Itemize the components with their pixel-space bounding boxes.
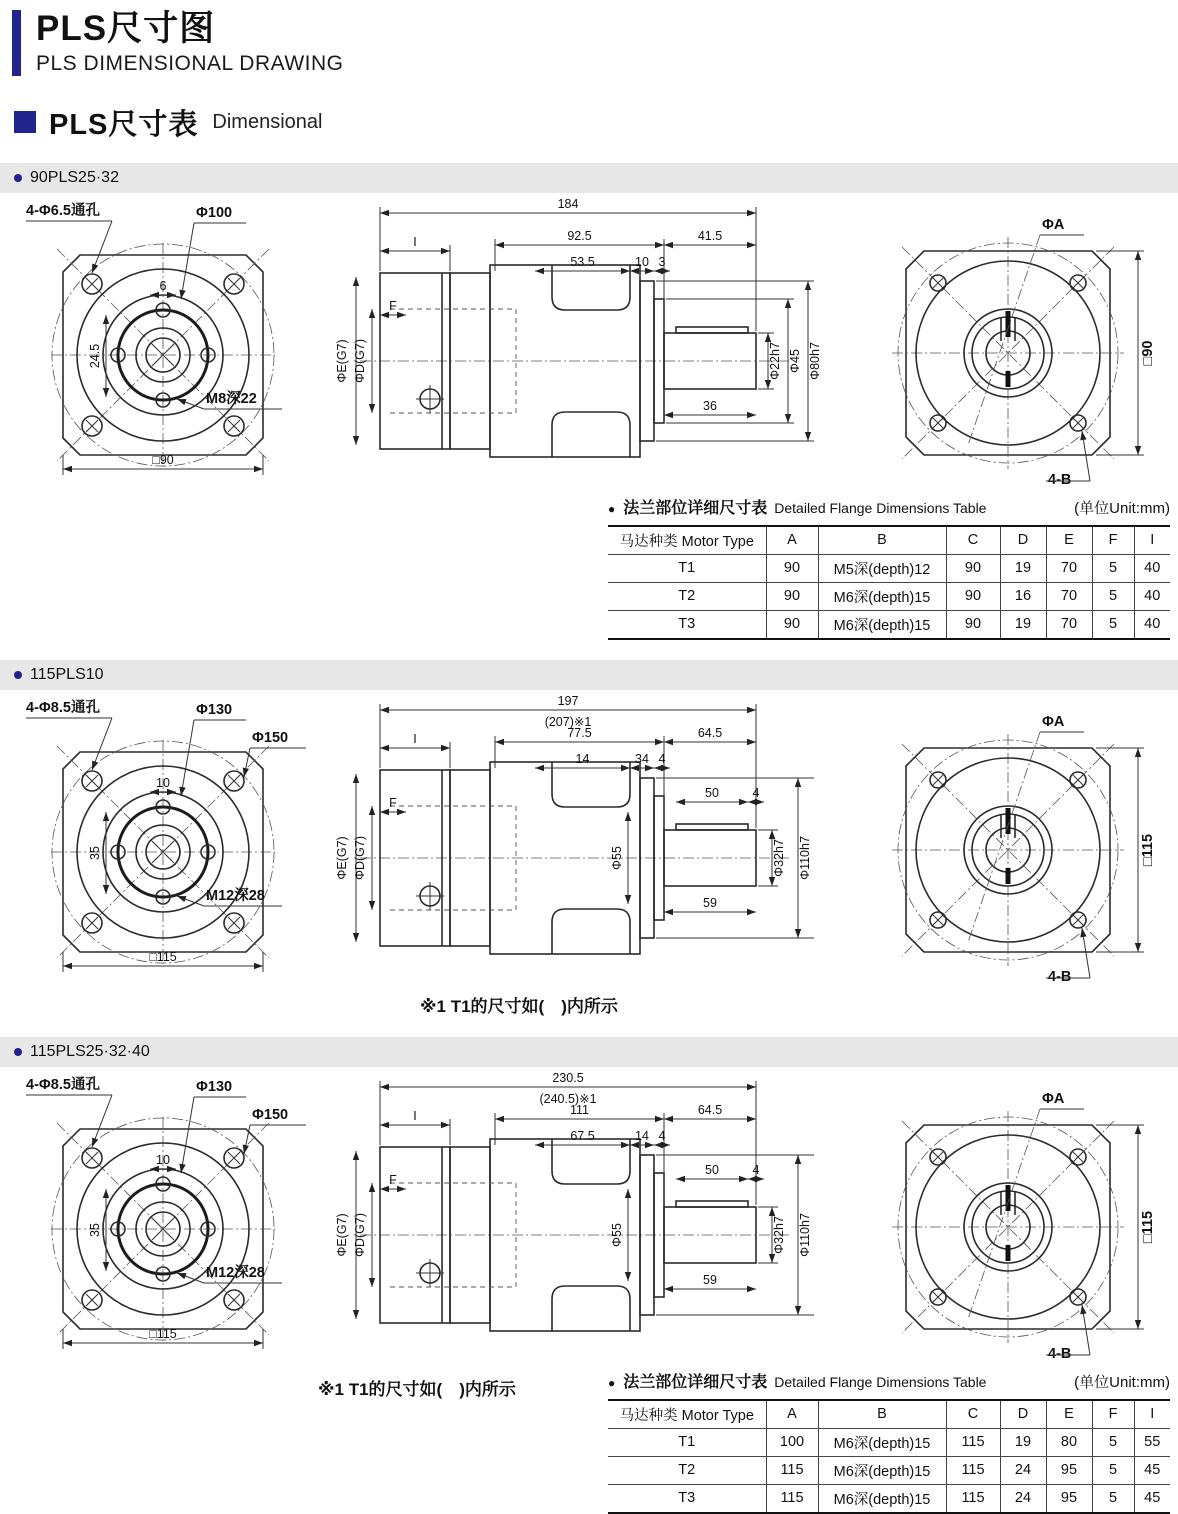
label-pitch_label: 10	[156, 775, 170, 790]
label-0: Φ32h7	[772, 838, 786, 877]
label-i_label: I	[413, 731, 417, 746]
blue-square-icon	[14, 111, 36, 133]
table-header-row	[608, 526, 1170, 555]
table-header-row	[608, 1400, 1170, 1429]
rear-outline-group	[892, 237, 1124, 469]
table-cell: 5	[1092, 1428, 1134, 1456]
table-cell: 70	[1046, 610, 1092, 639]
side-dimensions-group	[335, 1071, 814, 1319]
label-f_label: F	[389, 795, 397, 810]
table-row-container	[0, 495, 1178, 640]
section-title-bar	[0, 163, 1178, 193]
label-e_label: ΦE(G7)	[335, 835, 349, 880]
label-total: 230.5	[552, 1070, 584, 1085]
table-header-cell: I	[1134, 526, 1170, 555]
table-cell: 115	[766, 1456, 818, 1484]
label-seg1: 14	[575, 751, 590, 766]
label-mid: 111	[569, 1102, 590, 1117]
label-b_label: 4-B	[1048, 968, 1072, 985]
flange-table-block	[608, 1369, 1170, 1514]
label-d_label: ΦD(G7)	[353, 338, 367, 383]
label-hole_label: 4-Φ6.5通孔	[26, 202, 100, 219]
table-row	[608, 610, 1170, 639]
label-1: Φ45	[788, 348, 802, 373]
label-seg3: 3	[658, 254, 666, 269]
table-cell: 16	[1000, 582, 1046, 610]
table-title	[608, 495, 1170, 518]
section-label: 90PLS25·32	[30, 168, 119, 186]
label-seg1: 67.5	[570, 1128, 595, 1143]
table-header-cell: F	[1092, 1400, 1134, 1429]
bottom-row	[0, 1369, 1178, 1514]
table-header-cell: I	[1134, 1400, 1170, 1429]
label-bottom: 59	[703, 1272, 717, 1287]
table-cell: M6深(depth)15	[818, 582, 946, 610]
section-title-bar	[0, 660, 1178, 690]
section-90PLS25-32	[0, 163, 1178, 640]
label-i_label: I	[413, 1108, 417, 1123]
table-cell: T1	[608, 1428, 766, 1456]
rear-view-drawing	[850, 193, 1178, 493]
label-square_label: □90	[152, 452, 174, 467]
label-key2: 4	[752, 785, 760, 800]
label-f_label: F	[389, 1172, 397, 1187]
label-square_label: □90	[1140, 340, 1156, 365]
table-cell: 90	[766, 610, 818, 639]
front-outline-group	[51, 740, 275, 964]
table-cell: 95	[1046, 1484, 1092, 1513]
table-row	[608, 1484, 1170, 1513]
footnote: ※1 T1的尺寸如( )内所示	[318, 1379, 516, 1399]
table-title-en: Detailed Flange Dimensions Table	[774, 1373, 987, 1390]
label-seg2: 14	[635, 1128, 649, 1143]
table-cell: T2	[608, 582, 766, 610]
table-row	[608, 554, 1170, 582]
rear-dimensions-group	[968, 1091, 1156, 1362]
sections-container	[0, 163, 1178, 1514]
page-title-group	[36, 10, 344, 76]
bullet-dot-icon	[14, 1048, 22, 1056]
label-b_label: 4-B	[1048, 1345, 1072, 1362]
table-cell: T2	[608, 1456, 766, 1484]
label-right: 64.5	[697, 725, 723, 740]
bullet-dot-icon: ●	[608, 1375, 616, 1390]
table-cell: 90	[946, 610, 1000, 639]
table-cell: 19	[1000, 1428, 1046, 1456]
label-hub: Φ55	[610, 845, 624, 870]
side-outline-group	[360, 1139, 790, 1331]
table-title-zh: 法兰部位详细尺寸表	[623, 1373, 768, 1391]
label-circle_label: Φ130	[196, 701, 233, 718]
table-row	[608, 1428, 1170, 1456]
table-title-zh: 法兰部位详细尺寸表	[623, 499, 768, 517]
label-total2: (240.5)※1	[539, 1091, 597, 1106]
label-d_label: ΦD(G7)	[353, 1212, 367, 1257]
table-cell: 5	[1092, 1484, 1134, 1513]
label-bottom: 36	[703, 398, 717, 413]
bullet-dot-icon	[14, 671, 22, 679]
table-row	[608, 582, 1170, 610]
side-dimensions-group	[335, 197, 822, 445]
table-header-cell: E	[1046, 1400, 1092, 1429]
page-title-en: PLS DIMENSIONAL DRAWING	[36, 51, 344, 75]
front-outline-group	[51, 1117, 275, 1341]
label-2: Φ80h7	[808, 341, 822, 380]
footnote: ※1 T1的尺寸如( )内所示	[420, 996, 618, 1016]
label-thread_label: M12深28	[206, 887, 265, 904]
label-square_label: □115	[149, 949, 177, 964]
bullet-dot-icon	[14, 174, 22, 182]
table-row	[608, 1456, 1170, 1484]
table-cell: 100	[766, 1428, 818, 1456]
table-header-cell: A	[766, 526, 818, 555]
drawings-row	[0, 1067, 1178, 1367]
table-cell: 115	[946, 1484, 1000, 1513]
table-cell: 90	[946, 582, 1000, 610]
label-mid: 92.5	[567, 228, 592, 243]
label-i_label: I	[413, 234, 417, 249]
section-115PLS10	[0, 660, 1178, 1017]
table-cell: 19	[1000, 610, 1046, 639]
label-height_label: 24.5	[88, 343, 102, 368]
label-f_label: F	[389, 298, 397, 313]
front-outline-group	[51, 243, 275, 467]
table-cell: M5深(depth)12	[818, 554, 946, 582]
table-cell: 115	[766, 1484, 818, 1513]
table-cell: 70	[1046, 554, 1092, 582]
table-cell: M6深(depth)15	[818, 1484, 946, 1513]
label-square_label: □115	[149, 1326, 177, 1341]
table-cell: T3	[608, 1484, 766, 1513]
label-bottom: 59	[703, 895, 717, 910]
label-0: Φ22h7	[768, 341, 782, 380]
table-header-cell: D	[1000, 1400, 1046, 1429]
table-cell: 45	[1134, 1484, 1170, 1513]
table-cell: 5	[1092, 1456, 1134, 1484]
label-0: Φ32h7	[772, 1215, 786, 1254]
table-cell: 40	[1134, 582, 1170, 610]
label-pitch_label: 10	[156, 1152, 170, 1167]
drawings-row	[0, 193, 1178, 493]
section-title-bar	[0, 1037, 1178, 1067]
rear-outline-group	[892, 1111, 1124, 1343]
label-seg3: 4	[658, 1128, 666, 1143]
label-hub: Φ55	[610, 1222, 624, 1247]
label-pitch_label: 6	[159, 278, 167, 293]
table-header-cell: A	[766, 1400, 818, 1429]
table-cell: T3	[608, 610, 766, 639]
table-cell: 19	[1000, 554, 1046, 582]
label-total: 184	[557, 196, 579, 211]
rear-dimensions-group	[968, 714, 1156, 985]
label-square_label: □115	[1140, 1210, 1156, 1243]
side-dimensions-group	[335, 694, 814, 942]
section-label: 115PLS25·32·40	[30, 1042, 150, 1060]
side-outline-group	[360, 762, 790, 954]
bullet-dot-icon: ●	[608, 501, 616, 516]
table-cell: 5	[1092, 582, 1134, 610]
table-cell: 40	[1134, 610, 1170, 639]
table-cell: 5	[1092, 554, 1134, 582]
label-hole_label: 4-Φ8.5通孔	[26, 1076, 100, 1093]
label-outer_circle_label: Φ150	[252, 729, 289, 746]
table-cell: 90	[766, 554, 818, 582]
label-key1: 50	[705, 1162, 719, 1177]
side-outline-group	[360, 265, 790, 457]
subsection-title-en: Dimensional	[212, 110, 323, 133]
table-title-en: Detailed Flange Dimensions Table	[774, 499, 987, 516]
section-label: 115PLS10	[30, 665, 104, 683]
label-height_label: 35	[88, 1222, 102, 1237]
subsection-title: PLS尺寸表	[49, 108, 199, 141]
flange-table-block	[608, 495, 1170, 640]
label-1: Φ110h7	[798, 835, 812, 880]
label-a_label: ΦA	[1042, 1090, 1065, 1107]
table-header-cell: C	[946, 526, 1000, 555]
table-cell: 24	[1000, 1484, 1046, 1513]
table-title	[608, 1369, 1170, 1392]
page-header	[0, 0, 1178, 76]
table-header-cell: B	[818, 1400, 946, 1429]
table-cell: 45	[1134, 1456, 1170, 1484]
label-circle_label: Φ100	[196, 204, 233, 221]
drawings-row	[0, 690, 1178, 990]
label-hole_label: 4-Φ8.5通孔	[26, 699, 100, 716]
accent-bar	[12, 10, 21, 76]
label-circle_label: Φ130	[196, 1078, 233, 1095]
label-right: 41.5	[697, 228, 723, 243]
table-cell: 115	[946, 1428, 1000, 1456]
rear-view-drawing	[850, 690, 1178, 990]
table-header-cell: B	[818, 526, 946, 555]
front-dimensions-group	[26, 201, 282, 475]
table-cell: 70	[1046, 582, 1092, 610]
label-height_label: 35	[88, 845, 102, 860]
label-seg3: 4	[658, 751, 666, 766]
label-d_label: ΦD(G7)	[353, 835, 367, 880]
front-view-drawing	[0, 1067, 330, 1367]
table-cell: 80	[1046, 1428, 1092, 1456]
label-seg2: 34	[635, 751, 649, 766]
label-mid: 77.5	[567, 725, 592, 740]
front-view-drawing	[0, 193, 330, 493]
label-a_label: ΦA	[1042, 216, 1065, 233]
label-e_label: ΦE(G7)	[335, 1212, 349, 1257]
section-115PLS25-32-40	[0, 1037, 1178, 1514]
subsection-heading	[14, 102, 1178, 143]
rear-dimensions-group	[968, 217, 1156, 488]
table-unit-label: (单位Unit:mm)	[1074, 1373, 1170, 1391]
label-key1: 50	[705, 785, 719, 800]
flange-dimensions-table	[608, 525, 1170, 640]
front-view-drawing	[0, 690, 330, 990]
table-header-cell: F	[1092, 526, 1134, 555]
table-cell: 90	[766, 582, 818, 610]
flange-dimensions-table	[608, 1399, 1170, 1514]
label-key2: 4	[752, 1162, 760, 1177]
table-cell: M6深(depth)15	[818, 1456, 946, 1484]
label-seg2: 10	[635, 254, 649, 269]
label-outer_circle_label: Φ150	[252, 1106, 289, 1123]
label-thread_label: M12深28	[206, 1264, 265, 1281]
label-right: 64.5	[697, 1102, 723, 1117]
label-seg1: 53.5	[570, 254, 595, 269]
table-header-cell: D	[1000, 526, 1046, 555]
table-cell: 115	[946, 1456, 1000, 1484]
table-cell: 55	[1134, 1428, 1170, 1456]
table-cell: M6深(depth)15	[818, 1428, 946, 1456]
table-header-cell: E	[1046, 526, 1092, 555]
table-cell: 90	[946, 554, 1000, 582]
table-cell: T1	[608, 554, 766, 582]
label-e_label: ΦE(G7)	[335, 338, 349, 383]
table-cell: 24	[1000, 1456, 1046, 1484]
table-cell: 40	[1134, 554, 1170, 582]
label-thread_label: M8深22	[206, 390, 257, 407]
page-title: PLS尺寸图	[36, 9, 216, 48]
table-cell: M6深(depth)15	[818, 610, 946, 639]
table-cell: 95	[1046, 1456, 1092, 1484]
side-view-drawing	[330, 1067, 850, 1367]
label-1: Φ110h7	[798, 1212, 812, 1257]
table-unit-label: (单位Unit:mm)	[1074, 499, 1170, 517]
label-total: 197	[557, 693, 579, 708]
table-header-cell: 马达种类 Motor Type	[608, 1400, 766, 1429]
label-square_label: □115	[1140, 833, 1156, 866]
table-cell: 5	[1092, 610, 1134, 639]
rear-view-drawing	[850, 1067, 1178, 1367]
label-b_label: 4-B	[1048, 471, 1072, 488]
label-total2: (207)※1	[544, 714, 592, 729]
side-view-drawing	[330, 193, 850, 493]
table-header-cell: C	[946, 1400, 1000, 1429]
label-a_label: ΦA	[1042, 713, 1065, 730]
table-header-cell: 马达种类 Motor Type	[608, 526, 766, 555]
side-view-drawing	[330, 690, 850, 990]
rear-outline-group	[892, 734, 1124, 966]
